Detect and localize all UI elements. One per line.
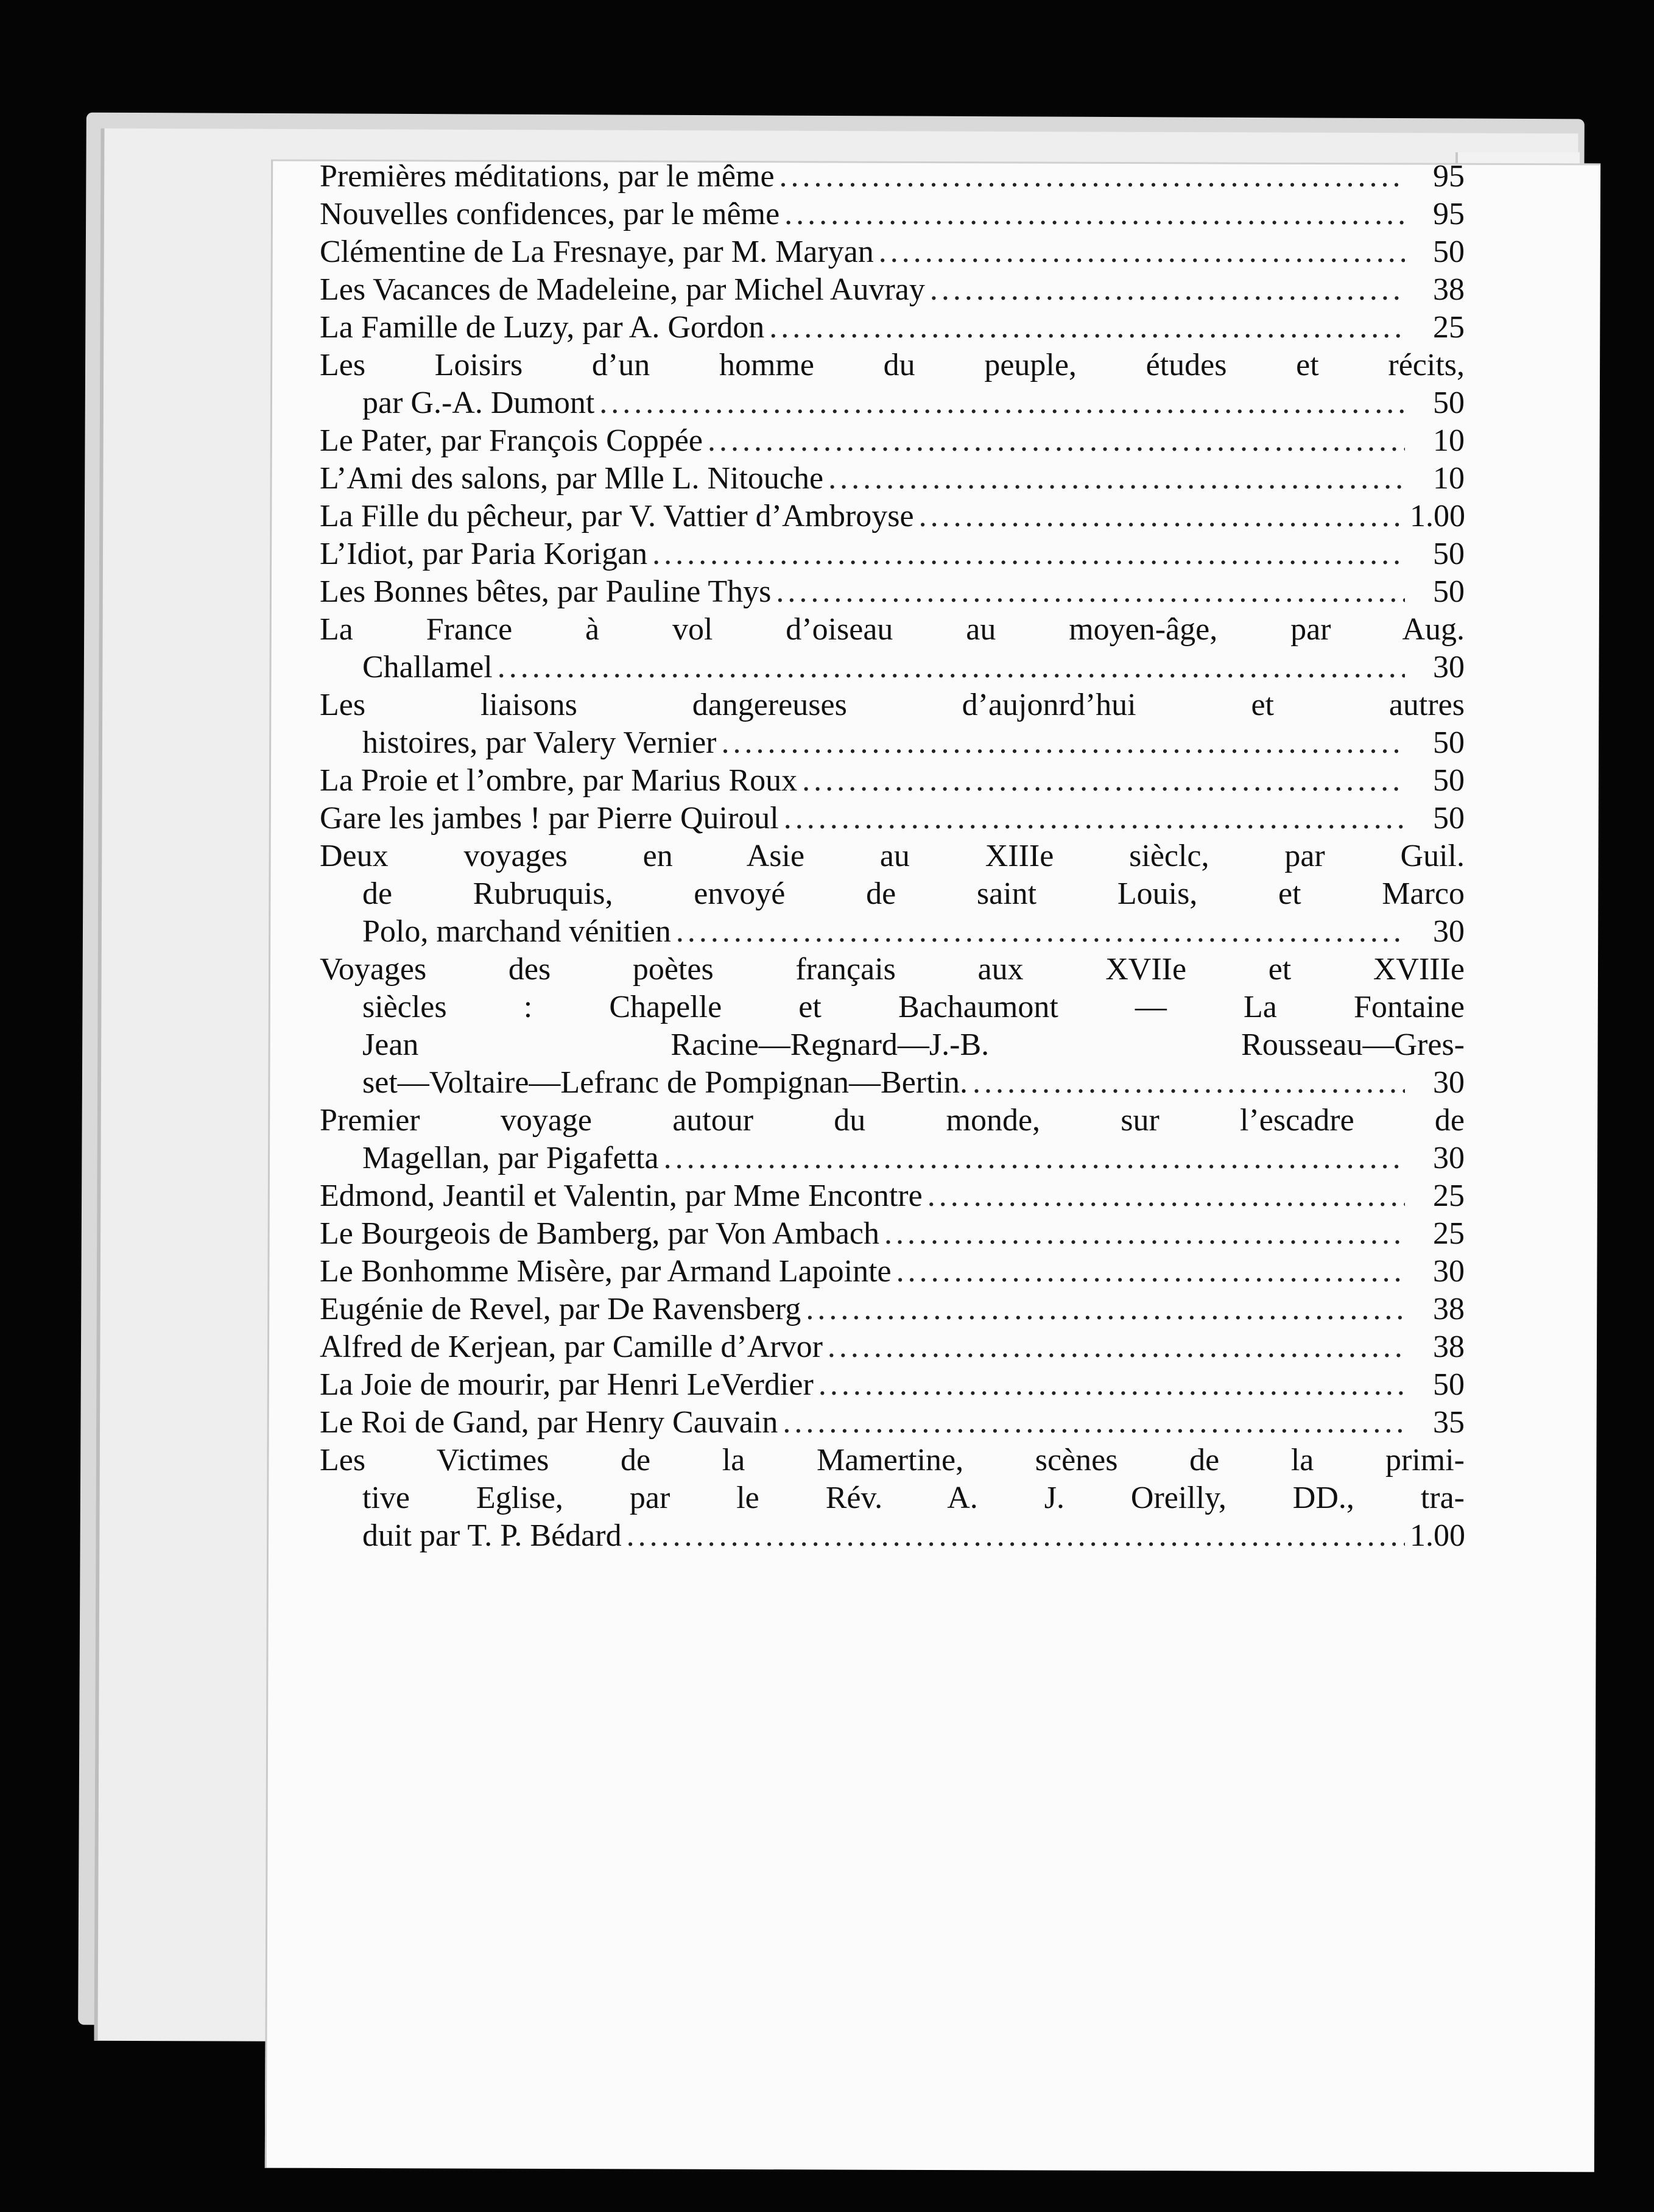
entry-price: 38 [1433, 1292, 1465, 1326]
entry-price: 25 [1433, 1178, 1465, 1213]
catalogue-entry: Les Vacances de Madeleine, par Michel Auvray ..... 38 [320, 272, 1465, 311]
leader-dots [783, 1404, 1405, 1440]
leader-dots [627, 1518, 1405, 1554]
leader-dots [769, 309, 1405, 345]
entry-price: 50 [1433, 537, 1465, 571]
catalogue-entry-continuation: Magellan, par Pigafetta ..... 30 [320, 1140, 1465, 1179]
catalogue-entry: Premier voyage autour du monde, sur l’escadre de [320, 1103, 1465, 1138]
catalogue-entry-continuation: par G.-A. Dumont ..... 50 [320, 385, 1465, 424]
leader-dots [802, 763, 1405, 798]
leader-dots [708, 423, 1405, 459]
entry-price: 95 [1433, 159, 1465, 194]
leader-dots [806, 1291, 1405, 1327]
catalogue-entry: La France à vol d’oiseau au moyen-âge, par Aug. [320, 612, 1465, 647]
entry-price: 30 [1433, 1141, 1465, 1175]
entry-price: 50 [1433, 386, 1465, 420]
catalogue-entry: Premières méditations, par le même ..... 95 [320, 158, 1465, 197]
catalogue-entry: Les Bonnes bêtes, par Pauline Thys ..... 50 [320, 574, 1465, 613]
leader-dots [776, 574, 1405, 610]
leader-dots [498, 649, 1405, 685]
catalogue-entry: La Famille de Luzy, par A. Gordon ..... 25 [320, 309, 1465, 348]
catalogue-entry: L’Ami des salons, par Mlle L. Nitouche ..... 10 [320, 460, 1465, 499]
entry-price: 1.00 [1410, 499, 1465, 534]
catalogue-entry: La Joie de mourir, par Henri LeVerdier ..... 50 [320, 1367, 1465, 1406]
leader-dots [927, 1178, 1405, 1214]
catalogue-entry: L’Idiot, par Paria Korigan ..... 50 [320, 536, 1465, 575]
leader-dots [828, 460, 1405, 496]
entry-price: 25 [1433, 1216, 1465, 1251]
entry-price: 50 [1433, 725, 1465, 760]
leader-dots [784, 800, 1405, 836]
entry-price: 10 [1433, 423, 1465, 458]
entry-price: 25 [1433, 310, 1465, 345]
entry-price: 50 [1433, 1367, 1465, 1402]
catalogue-entry: Les Loisirs d’un homme du peuple, études et récits, [320, 348, 1465, 382]
catalogue-entry-continuation: Challamel ..... 30 [320, 649, 1465, 688]
leader-dots [599, 385, 1405, 421]
catalogue-entry: Deux voyages en Asie au XIIIe sièclc, par Guil. [320, 839, 1465, 873]
catalogue-entry: Alfred de Kerjean, par Camille d’Arvor ..... 38 [320, 1329, 1465, 1368]
entry-price: 38 [1433, 272, 1465, 307]
leader-dots [664, 1140, 1405, 1176]
catalogue-entry: Les liaisons dangereuses d’aujonrd’hui et autres [320, 688, 1465, 722]
leader-dots [652, 536, 1405, 572]
entry-price: 30 [1433, 650, 1465, 685]
catalogue-entry-continuation: Polo, marchand vénitien ..... 30 [320, 914, 1465, 953]
leader-dots [884, 1216, 1405, 1252]
entry-price: 50 [1433, 234, 1465, 269]
catalogue-entry: La Fille du pêcheur, par V. Vattier d’Ambroyse ..... 1.00 [320, 498, 1465, 537]
entry-price: 50 [1433, 574, 1465, 609]
leader-dots [930, 272, 1405, 308]
entry-price: 30 [1433, 1254, 1465, 1289]
leader-dots [784, 196, 1405, 232]
catalogue-entry: Le Bonhomme Misère, par Armand Lapointe ..... 30 [320, 1253, 1465, 1292]
catalogue-entry: Gare les jambes ! par Pierre Quiroul ..... 50 [320, 800, 1465, 839]
entry-price: 1.00 [1410, 1518, 1465, 1553]
leader-dots [721, 725, 1405, 761]
entry-price: 50 [1433, 763, 1465, 798]
leader-dots [919, 498, 1405, 534]
leader-dots [818, 1367, 1405, 1403]
leader-dots [973, 1065, 1405, 1101]
leader-dots [676, 914, 1405, 949]
entry-price: 38 [1433, 1330, 1465, 1364]
entry-price: 35 [1433, 1405, 1465, 1440]
entry-price: 30 [1433, 914, 1465, 949]
catalogue-entry-continuation: duit par T. P. Bédard ..... 1.00 [320, 1518, 1465, 1557]
catalogue-entry: Le Bourgeois de Bamberg, par Von Ambach ..... 25 [320, 1216, 1465, 1255]
catalogue-entry: Les Victimes de la Mamertine, scènes de la primi- [320, 1443, 1465, 1478]
catalogue-entry-continuation: de Rubruquis, envoyé de saint Louis, et Marco [362, 876, 1465, 911]
entry-price: 10 [1433, 461, 1465, 496]
entry-price: 30 [1433, 1065, 1465, 1100]
catalogue-entry: Voyages des poètes français aux XVIIe et XVIIIe [320, 952, 1465, 987]
catalogue-entry-continuation: tive Eglise, par le Rév. A. J. Oreilly, DD., tra- [362, 1481, 1465, 1515]
entry-price: 50 [1433, 801, 1465, 836]
catalogue-entry: La Proie et l’ombre, par Marius Roux ..... 50 [320, 763, 1465, 801]
catalogue-entry: Edmond, Jeantil et Valentin, par Mme Encontre ..... 25 [320, 1178, 1465, 1217]
catalogue-entry: Clémentine de La Fresnaye, par M. Maryan ..... 50 [320, 234, 1465, 273]
catalogue-entry: Le Roi de Gand, par Henry Cauvain ..... 35 [320, 1404, 1465, 1443]
catalogue-entry-continuation: Jean Racine—Regnard—J.-B. Rousseau—Gres- [362, 1027, 1465, 1062]
catalogue-entry-continuation: set—Voltaire—Lefranc de Pompignan—Bertin. ..... 30 [320, 1065, 1465, 1104]
leader-dots [879, 234, 1405, 270]
entry-price: 95 [1433, 197, 1465, 231]
catalogue-entry: Nouvelles confidences, par le même ..... 95 [320, 196, 1465, 235]
leader-dots [828, 1329, 1405, 1365]
catalogue-entry: Eugénie de Revel, par De Ravensberg ..... 38 [320, 1291, 1465, 1330]
leader-dots [896, 1253, 1405, 1289]
catalogue-entry-continuation: siècles : Chapelle et Bachaumont — La Fontaine [362, 990, 1465, 1024]
catalogue-entry-continuation: histoires, par Valery Vernier ..... 50 [320, 725, 1465, 764]
leader-dots [779, 158, 1405, 194]
catalogue-entry: Le Pater, par François Coppée ..... 10 [320, 423, 1465, 462]
